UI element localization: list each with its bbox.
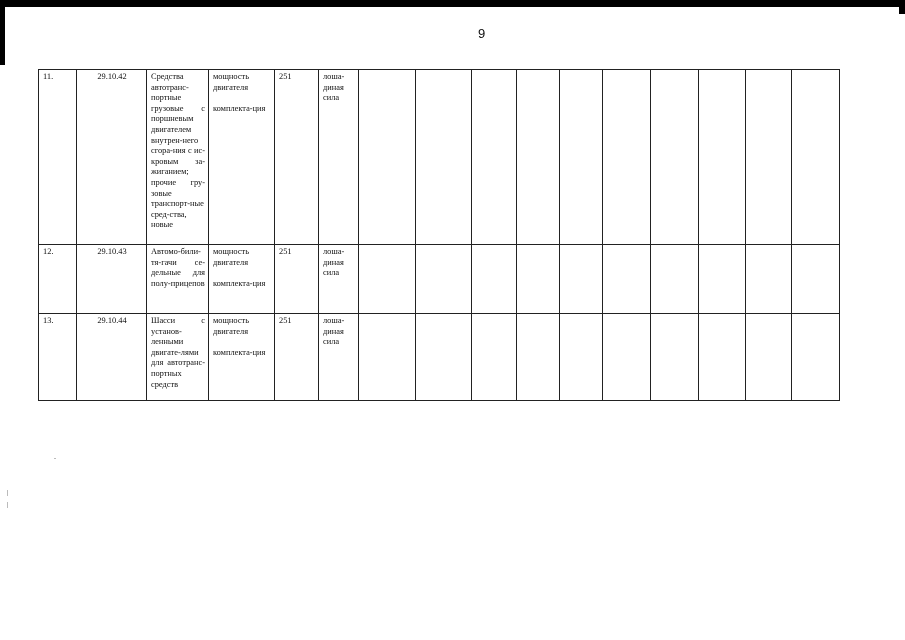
- characteristic-engine-power: мощность двигателя: [213, 247, 250, 267]
- empty-cell: [699, 314, 746, 401]
- empty-cell: [416, 70, 472, 245]
- empty-cell: [472, 314, 517, 401]
- unit-name: лоша-диная сила: [319, 314, 359, 401]
- empty-cell: [746, 314, 792, 401]
- scan-artifact: [54, 458, 56, 459]
- unit-code: 251: [275, 314, 319, 401]
- empty-cell: [416, 245, 472, 314]
- table-row: [39, 314, 840, 401]
- table-row: [39, 70, 840, 245]
- empty-cell: [699, 245, 746, 314]
- unit-code: 251: [275, 70, 319, 245]
- unit-name: лоша-диная сила: [319, 245, 359, 314]
- empty-cell: [359, 314, 416, 401]
- empty-cell: [517, 70, 560, 245]
- empty-cell: [517, 245, 560, 314]
- empty-cell: [746, 245, 792, 314]
- empty-cell: [603, 314, 651, 401]
- characteristics: [209, 245, 275, 314]
- empty-cell: [792, 245, 840, 314]
- characteristics: [209, 314, 275, 401]
- row-number: 13.: [39, 314, 77, 401]
- empty-cell: [792, 314, 840, 401]
- product-name: Шасси с установ-ленными двигате-лями для автотранс-портных средств: [147, 314, 209, 401]
- okpd-code: 29.10.43: [77, 245, 147, 314]
- characteristic-engine-power: мощность двигателя: [213, 316, 250, 336]
- row-number: 12.: [39, 245, 77, 314]
- okpd-code: 29.10.44: [77, 314, 147, 401]
- scan-artifact: [7, 490, 8, 496]
- empty-cell: [603, 70, 651, 245]
- empty-cell: [517, 314, 560, 401]
- unit-name: лоша-диная сила: [319, 70, 359, 245]
- empty-cell: [746, 70, 792, 245]
- empty-cell: [359, 245, 416, 314]
- page-number: 9: [478, 26, 486, 41]
- empty-cell: [472, 245, 517, 314]
- scan-right-mark: [899, 0, 905, 14]
- empty-cell: [603, 245, 651, 314]
- product-name: Автомо-били-тя-гачи се-дельные для полу-прицепов: [147, 245, 209, 314]
- characteristic-configuration: комплекта-ция: [213, 279, 266, 289]
- empty-cell: [651, 314, 699, 401]
- product-name: Средства автотранс-портные грузовые с поршневым двигателем внутрен-него сгора-ния с ис-кровым за-жиганием; прочие гру-зовые транспорт-ные сред-ства, новые: [147, 70, 209, 245]
- table-row: [39, 245, 840, 314]
- empty-cell: [560, 70, 603, 245]
- product-table: [38, 69, 840, 401]
- scan-top-border: [0, 0, 905, 7]
- characteristics: [209, 70, 275, 245]
- empty-cell: [359, 70, 416, 245]
- empty-cell: [560, 314, 603, 401]
- empty-cell: [472, 70, 517, 245]
- characteristic-engine-power: мощность двигателя: [213, 72, 250, 92]
- empty-cell: [651, 245, 699, 314]
- row-number: 11.: [39, 70, 77, 245]
- empty-cell: [699, 70, 746, 245]
- empty-cell: [560, 245, 603, 314]
- characteristic-configuration: комплекта-ция: [213, 348, 266, 358]
- scan-artifact: [7, 502, 8, 508]
- empty-cell: [792, 70, 840, 245]
- empty-cell: [416, 314, 472, 401]
- empty-cell: [651, 70, 699, 245]
- characteristic-configuration: комплекта-ция: [213, 104, 266, 114]
- okpd-code: 29.10.42: [77, 70, 147, 245]
- scan-left-border: [0, 7, 5, 65]
- unit-code: 251: [275, 245, 319, 314]
